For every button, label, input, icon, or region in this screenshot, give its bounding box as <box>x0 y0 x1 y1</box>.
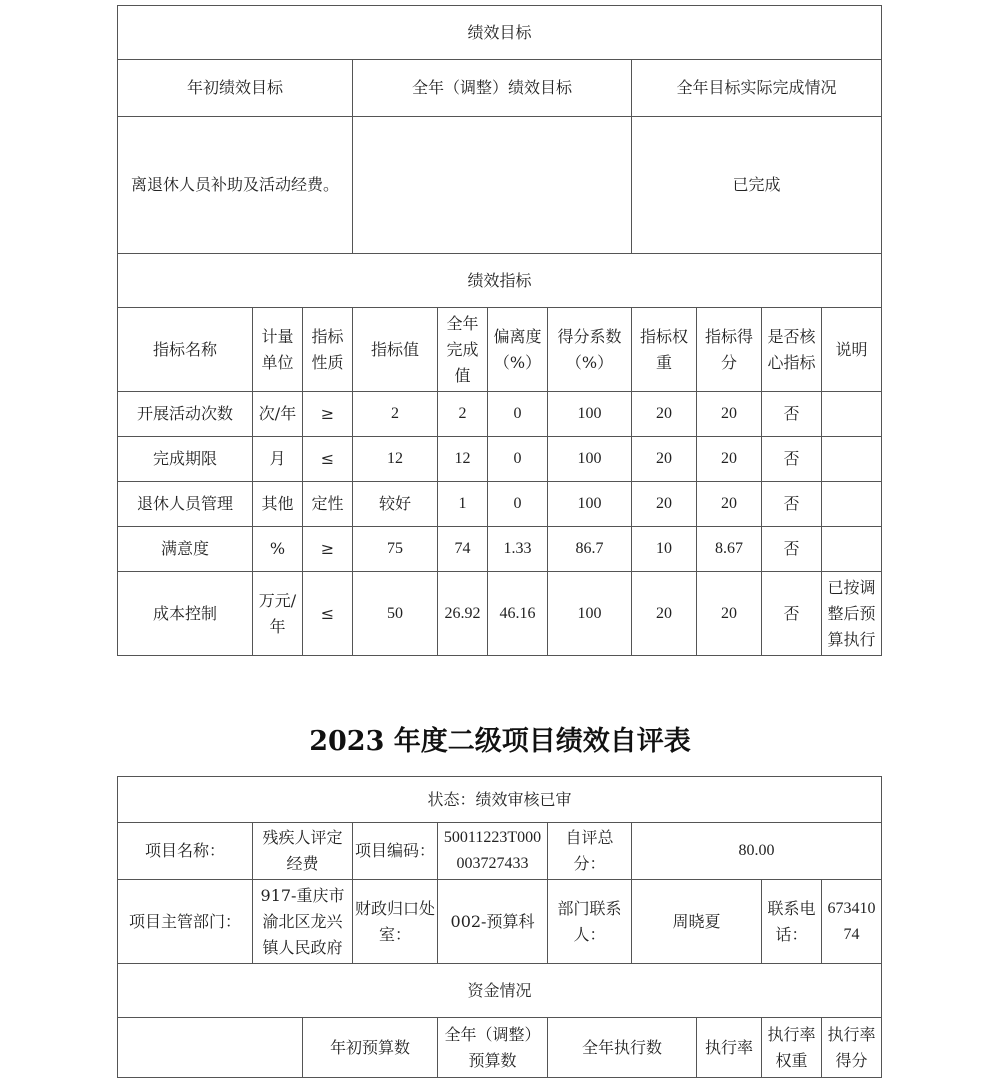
indicator-unit: % <box>253 527 303 572</box>
indicator-name: 满意度 <box>118 527 253 572</box>
project-name-label: 项目名称： <box>118 823 253 880</box>
indicator-value: 75 <box>353 527 438 572</box>
indicator-value: 较好 <box>353 482 438 527</box>
indicator-score: 20 <box>697 482 762 527</box>
table-row <box>118 572 882 656</box>
col-actual-completion: 全年目标实际完成情况 <box>632 60 882 117</box>
indicator-complete: 12 <box>438 437 488 482</box>
performance-table <box>117 5 882 656</box>
hdr-initial-budget: 年初预算数 <box>303 1018 438 1078</box>
indicator-note: 已按调整后预算执行 <box>822 572 882 656</box>
hdr-rate-score: 执行率得分 <box>822 1018 882 1078</box>
indicator-coef: 86.7 <box>548 527 632 572</box>
table-row <box>118 437 882 482</box>
indicator-score: 20 <box>697 572 762 656</box>
table-row <box>118 392 882 437</box>
hdr-complete: 全年完成值 <box>438 308 488 392</box>
hdr-unit: 计量单位 <box>253 308 303 392</box>
indicator-weight: 20 <box>632 392 697 437</box>
indicator-coef: 100 <box>548 392 632 437</box>
phone-label: 联系电话： <box>762 880 822 964</box>
hdr-score: 指标得分 <box>697 308 762 392</box>
indicator-score: 20 <box>697 392 762 437</box>
indicator-name: 完成期限 <box>118 437 253 482</box>
funds-title: 资金情况 <box>118 964 882 1018</box>
project-name: 残疾人评定经费 <box>253 823 353 880</box>
indicator-note <box>822 392 882 437</box>
col-adjusted-goal: 全年（调整）绩效目标 <box>353 60 632 117</box>
indicator-core: 否 <box>762 527 822 572</box>
indicator-core: 否 <box>762 572 822 656</box>
adjusted-goal-text <box>353 117 632 254</box>
project-code-label: 项目编码： <box>353 823 438 880</box>
funds-empty-cell <box>118 1018 303 1078</box>
table-row <box>118 527 882 572</box>
form-title: 2023 年度二级项目绩效自评表 <box>309 726 691 757</box>
project-self-eval-table <box>117 776 882 1078</box>
indicator-weight: 20 <box>632 437 697 482</box>
indicator-core: 否 <box>762 392 822 437</box>
indicator-name: 退休人员管理 <box>118 482 253 527</box>
indicator-unit: 月 <box>253 437 303 482</box>
indicator-coef: 100 <box>548 437 632 482</box>
hdr-indicator-name: 指标名称 <box>118 308 253 392</box>
indicator-unit: 其他 <box>253 482 303 527</box>
indicator-value: 12 <box>353 437 438 482</box>
self-score: 80.00 <box>632 823 882 880</box>
dept-label: 项目主管部门： <box>118 880 253 964</box>
hdr-core: 是否核心指标 <box>762 308 822 392</box>
indicator-note <box>822 437 882 482</box>
indicator-deviation: 0 <box>488 392 548 437</box>
hdr-nature: 指标性质 <box>303 308 353 392</box>
indicator-deviation: 1.33 <box>488 527 548 572</box>
indicator-name: 开展活动次数 <box>118 392 253 437</box>
indicator-nature: ≥ <box>303 527 353 572</box>
indicator-complete: 74 <box>438 527 488 572</box>
contact-name: 周晓夏 <box>632 880 762 964</box>
col-initial-goal: 年初绩效目标 <box>118 60 353 117</box>
status-text: 状态：绩效审核已审 <box>118 777 882 823</box>
indicator-value: 2 <box>353 392 438 437</box>
hdr-value: 指标值 <box>353 308 438 392</box>
hdr-deviation: 偏离度（%） <box>488 308 548 392</box>
indicator-coef: 100 <box>548 572 632 656</box>
hdr-weight: 指标权重 <box>632 308 697 392</box>
initial-goal-text: 离退休人员补助及活动经费。 <box>118 117 353 254</box>
indicator-complete: 1 <box>438 482 488 527</box>
indicator-unit: 次/年 <box>253 392 303 437</box>
project-code: 50011223T000003727433 <box>438 823 548 880</box>
contact-label: 部门联系人： <box>548 880 632 964</box>
indicator-nature: ≥ <box>303 392 353 437</box>
actual-completion-text: 已完成 <box>632 117 882 254</box>
hdr-note: 说明 <box>822 308 882 392</box>
finance-label: 财政归口处室： <box>353 880 438 964</box>
indicator-score: 20 <box>697 437 762 482</box>
indicator-complete: 26.92 <box>438 572 488 656</box>
indicator-note <box>822 527 882 572</box>
indicator-core: 否 <box>762 482 822 527</box>
indicator-deviation: 0 <box>488 437 548 482</box>
hdr-rate-weight: 执行率权重 <box>762 1018 822 1078</box>
indicator-score: 8.67 <box>697 527 762 572</box>
hdr-exec-rate: 执行率 <box>697 1018 762 1078</box>
dept-name: 917-重庆市渝北区龙兴镇人民政府 <box>253 880 353 964</box>
indicator-note <box>822 482 882 527</box>
indicator-value: 50 <box>353 572 438 656</box>
indicator-nature: ≤ <box>303 437 353 482</box>
indicator-core: 否 <box>762 437 822 482</box>
indicator-deviation: 46.16 <box>488 572 548 656</box>
indicator-weight: 20 <box>632 482 697 527</box>
finance-office: 002-预算科 <box>438 880 548 964</box>
perf-goals-title: 绩效目标 <box>118 6 882 60</box>
perf-indicators-title: 绩效指标 <box>118 254 882 308</box>
indicator-nature: ≤ <box>303 572 353 656</box>
indicator-complete: 2 <box>438 392 488 437</box>
hdr-adjusted-budget: 全年（调整）预算数 <box>438 1018 548 1078</box>
indicator-unit: 万元/年 <box>253 572 303 656</box>
table-row <box>118 482 882 527</box>
self-score-label: 自评总分： <box>548 823 632 880</box>
indicator-weight: 10 <box>632 527 697 572</box>
indicator-nature: 定性 <box>303 482 353 527</box>
phone-number: 67341074 <box>822 880 882 964</box>
indicator-name: 成本控制 <box>118 572 253 656</box>
indicator-coef: 100 <box>548 482 632 527</box>
indicator-deviation: 0 <box>488 482 548 527</box>
hdr-coef: 得分系数（%） <box>548 308 632 392</box>
hdr-executed: 全年执行数 <box>548 1018 697 1078</box>
indicator-weight: 20 <box>632 572 697 656</box>
